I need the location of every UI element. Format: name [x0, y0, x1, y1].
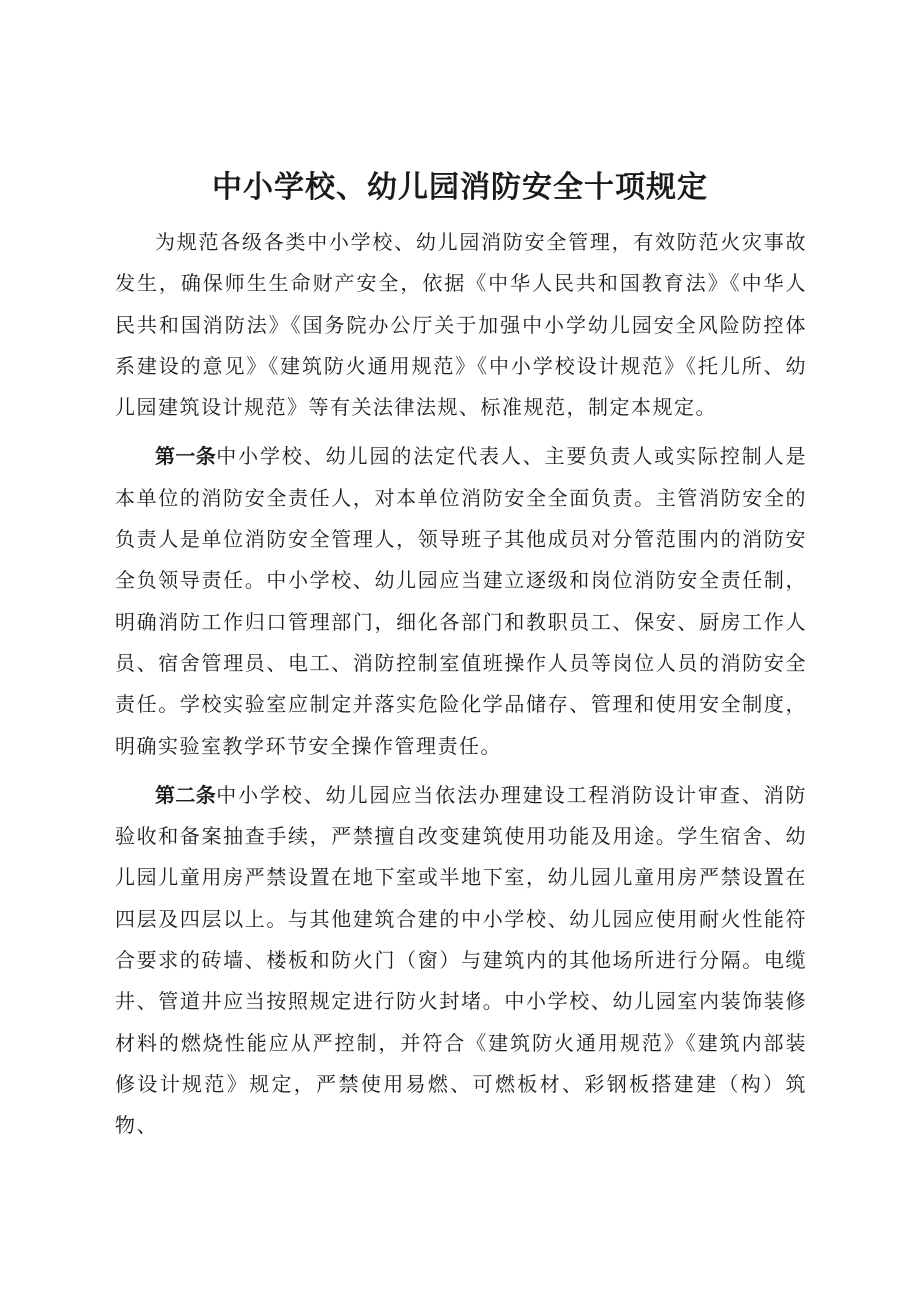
article-1-text: 中小学校、幼儿园的法定代表人、主要负责人或实际控制人是本单位的消防安全责任人，对本单位消防安全全面负责。主管消防安全的负责人是单位消防安全管理人，领导班子其他成员对分管范围内的消防安全负领导责任。中小学校、幼儿园应当建立逐级和岗位消防安全责任制，明确消防工作归口管理部门，细化各部门和教职员工、保安、厨房工作人员、宿舍管理员、电工、消防控制室值班操作人员等岗位人员的消防安全责任。学校实验室应制定并落实危险化学品储存、管理和使用安全制度，明确实验室教学环节安全操作管理责任。: [115, 444, 808, 758]
document-body: [115, 222, 807, 1147]
article-1-paragraph: [115, 436, 807, 766]
article-2-paragraph: [115, 775, 807, 1147]
document-title: 中小学校、幼儿园消防安全十项规定: [212, 170, 708, 205]
article-2-number: 第二条: [155, 782, 217, 807]
preamble-paragraph: 为规范各级各类中小学校、幼儿园消防安全管理，有效防范火灾事故发生，确保师生生命财产安全，依据《中华人民共和国教育法》《中华人民共和国消防法》《国务院办公厅关于加强中小学幼儿园安全风险防控体系建设的意见》《建筑防火通用规范》《中小学校设计规范》《托儿所、幼儿园建筑设计规范》等有关法律法规、标准规范，制定本规定。: [115, 230, 807, 420]
article-2-text: 中小学校、幼儿园应当依法办理建设工程消防设计审查、消防验收和备案抽查手续，严禁擅自改变建筑使用功能及用途。学生宿舍、幼儿园儿童用房严禁设置在地下室或半地下室，幼儿园儿童用房严禁设置在四层及四层以上。与其他建筑合建的中小学校、幼儿园应使用耐火性能符合要求的砖墙、楼板和防火门（窗）与建筑内的其他场所进行分隔。电缆井、管道井应当按照规定进行防火封堵。中小学校、幼儿园室内装饰装修材料的燃烧性能应从严控制，并符合《建筑防火通用规范》《建筑内部装修设计规范》规定，严禁使用易燃、可燃板材、彩钢板搭建建（构）筑物、: [115, 782, 808, 1138]
article-1-number: 第一条: [155, 444, 217, 469]
